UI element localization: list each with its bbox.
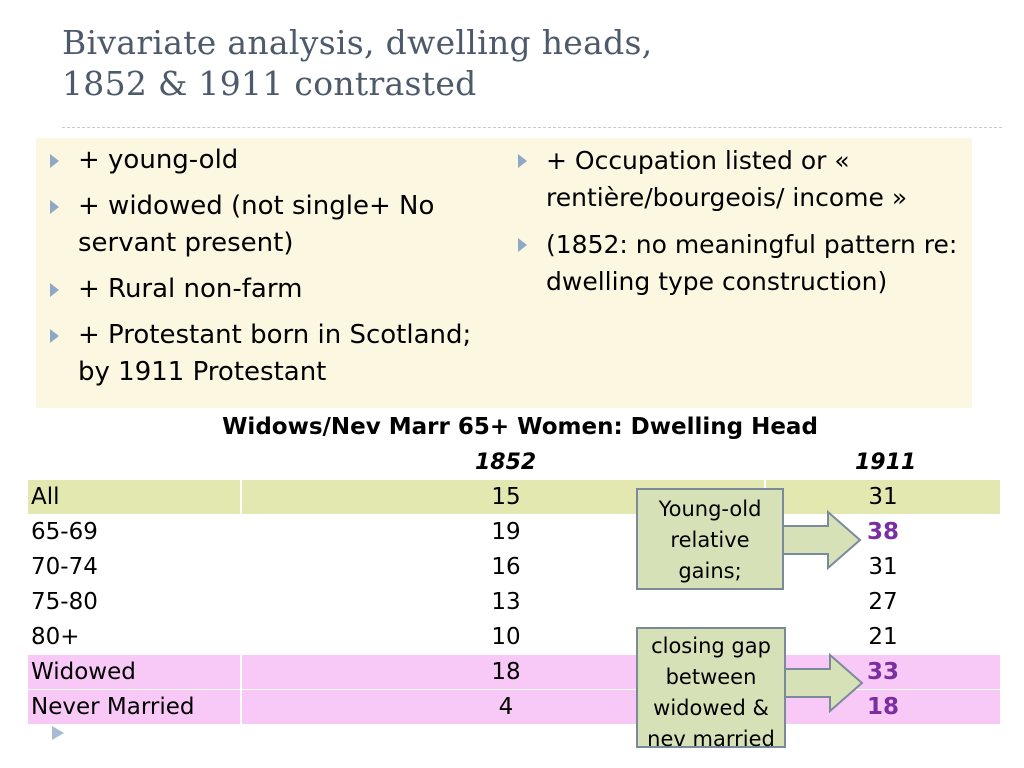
value-1852: 18 — [491, 659, 521, 685]
bullet-list-left — [48, 142, 503, 400]
value-1852: 16 — [491, 554, 521, 580]
row-label: Never Married — [31, 694, 195, 720]
callout-young-old — [636, 488, 784, 590]
callout-line: widowed & — [653, 696, 769, 720]
bullet-item — [516, 142, 966, 216]
slide-title-line-1: Bivariate analysis, dwelling heads, — [62, 23, 653, 62]
bullet-list-right — [516, 142, 966, 310]
row-label: 75-80 — [31, 589, 98, 615]
bullet-text: (1852: no meaningful pattern re: dwelling type construction) — [546, 230, 958, 296]
value-1852: 19 — [491, 519, 521, 545]
bullet-triangle-icon — [518, 154, 527, 168]
bullet-item — [48, 271, 503, 308]
table-row-all — [28, 480, 1000, 514]
slide-nav-triangle-icon[interactable] — [52, 726, 64, 740]
title-divider — [62, 127, 1002, 128]
value-1852: 15 — [491, 484, 521, 510]
callout-line: gains; — [678, 559, 742, 583]
callout-arrow-icon — [780, 510, 864, 570]
bullet-text: + young-old — [78, 145, 239, 175]
bullet-item — [48, 142, 503, 179]
callout-line: nev married — [647, 727, 775, 751]
slide-title-line-2: 1852 & 1911 contrasted — [62, 64, 477, 103]
row-label: All — [31, 484, 60, 510]
value-1911: 27 — [868, 589, 898, 615]
bullet-text: + widowed (not single+ No servant present) — [78, 191, 435, 258]
bullet-item — [48, 317, 503, 391]
value-1852: 10 — [491, 624, 521, 650]
table-title: Widows/Nev Marr 65+ Women: Dwelling Head — [222, 414, 818, 440]
bullet-text: + Rural non-farm — [78, 274, 303, 304]
table-row-80-plus — [28, 620, 1000, 654]
row-label: Widowed — [31, 659, 136, 685]
column-header-1852: 1852 — [475, 450, 537, 475]
value-1911: 31 — [868, 484, 898, 510]
row-label: 65-69 — [31, 519, 98, 545]
value-1911-highlighted: 18 — [866, 694, 899, 720]
value-1852: 13 — [491, 589, 521, 615]
bullet-text: + Occupation listed or « rentière/bourgeois/ income » — [546, 146, 908, 212]
bullet-triangle-icon — [50, 154, 59, 168]
callout-line: between — [665, 665, 757, 689]
value-1911: 31 — [868, 554, 898, 580]
bullet-triangle-icon — [50, 329, 59, 343]
bullet-item — [48, 188, 503, 262]
callout-line: closing gap — [651, 634, 771, 658]
table-row-75-80 — [28, 585, 1000, 619]
callout-closing-gap — [636, 627, 786, 751]
callout-arrow-icon — [782, 653, 866, 713]
bullet-item — [516, 226, 966, 300]
row-label: 80+ — [31, 624, 80, 650]
slide-title — [62, 22, 962, 104]
bullet-triangle-icon — [50, 283, 59, 297]
value-1911-highlighted: 38 — [866, 519, 899, 545]
value-1911-highlighted: 33 — [866, 659, 899, 685]
bullet-triangle-icon — [50, 200, 59, 214]
row-label: 70-74 — [31, 554, 98, 580]
bullet-triangle-icon — [518, 238, 527, 252]
value-1911: 21 — [868, 624, 898, 650]
bullet-text: + Protestant born in Scotland; by 1911 Protestant — [78, 320, 472, 387]
callout-line: Young-old — [658, 497, 762, 521]
value-1852: 4 — [498, 694, 514, 720]
column-header-1911: 1911 — [855, 450, 917, 475]
callout-line: relative — [670, 528, 750, 552]
